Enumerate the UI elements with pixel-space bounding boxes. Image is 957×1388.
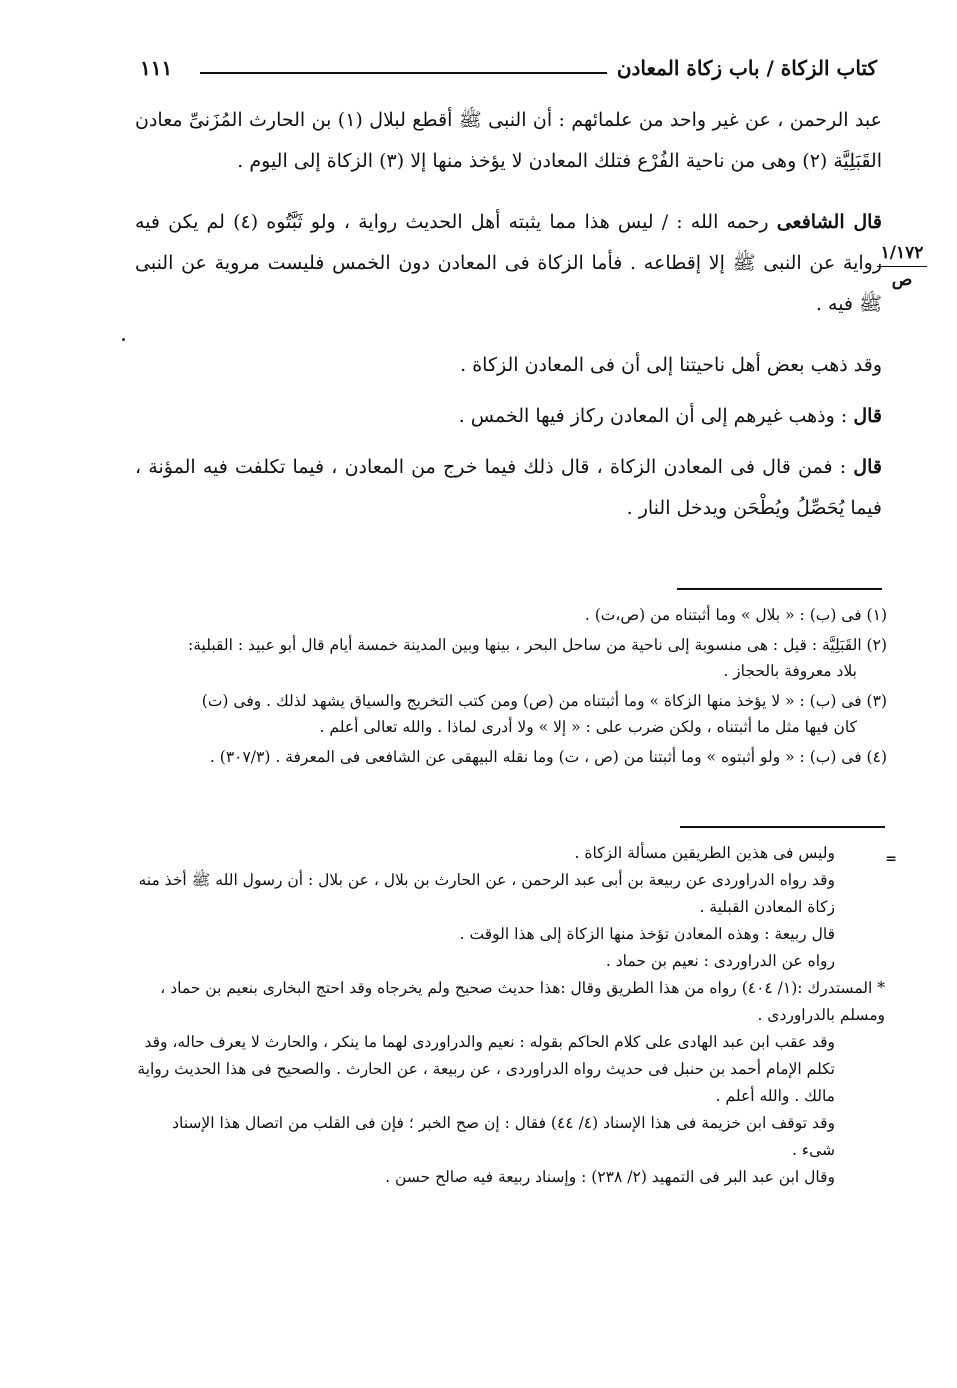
header-rule [200,72,607,74]
main-paragraph-3: وقد ذهب بعض أهل ناحيتنا إلى أن فى المعادن الزكاة . [460,354,882,376]
running-header [140,52,877,88]
footnote-3 [130,688,887,740]
takhrij-line-8: وقال ابن عبد البر فى التمهيد (٢/ ٢٣٨) : وإسناد ربيعة فيه صالح حسن . [385,1168,835,1186]
speaker-label: قال [853,456,882,478]
footnote-separator [677,588,882,590]
takhrij-line-5: * المستدرك :(١/ ٤٠٤) رواه من هذا الطريق وقال :هذا حديث صحيح ولم يخرجاه وقد احتج البخارى بنعيم بن حماد ، ومسلم بالدراوردى . [160,979,885,1024]
margin-ref-folio: ١/١٧٢ [877,240,928,267]
footnote-3-text: (٣) فى (ب) : « لا يؤخذ منها الزكاة » وما أثبتناه من (ص) ومن كتب التخريج والسياق يشهد لذلك . وفى (ت) [201,692,887,710]
paragraph-text: رحمه الله : / ليس هذا مما يثبته أهل الحديث رواية ، ولو ثَبَّتُوه (٤) لم يكن فيه رواية عن النبى ﷺ إلا إقطاعه . فأما الزكاة فى المعادن دون الخمس فليست مروية عن النبى ﷺ فيه . [135,211,882,315]
footnote-1: (١) فى (ب) : « بلال » وما أثبتناه من (ص،ت) . [584,606,887,624]
continuation-mark: = [885,851,897,867]
takhrij-separator [680,826,885,828]
takhrij-line-4: رواه عن الدراوردى : نعيم بن حماد . [605,952,835,970]
margin-ref-siglum: ص [891,270,913,290]
page-number: ١١١ [140,56,173,80]
margin-dot [122,338,125,341]
footnotes [130,602,887,774]
paragraph-text: : فمن قال فى المعادن الزكاة ، قال ذلك فيما خرج من المعادن ، فيما تكلفت فيه المؤنة ، فيما يُحَصِّلُ ويُطْحَن ويدخل النار . [135,456,882,519]
footnote-2-text: (٢) القَبَلِيَّة : قيل : هى منسوبة إلى ناحية من ساحل البحر ، بينها وبين المدينة خمسة أيام قال أبو عبيد : القبلية: [188,636,887,654]
footnote-2 [130,632,887,684]
speaker-label: قال الشافعى [776,211,882,233]
takhrij-line-6: وقد عقب ابن عبد الهادى على كلام الحاكم بقوله : نعيم والدراوردى لهما ما ينكر ، والحارث لا يعرف حاله، وقد تكلم الإمام أحمد بن حنبل فى حديث رواه الدراوردى ، عن ربيعة ، عن الحارث . والصحيح فى هذا الحديث رواية مالك . والله أعلم . [137,1033,835,1105]
main-paragraph-5 [135,447,882,529]
takhrij-line-2: وقد رواه الدراوردى عن ربيعة بن أبى عبد الرحمن ، عن الحارث بن بلال ، عن بلال : أن رسول الله ﷺ أخذ منه زكاة المعادن القبلية . [138,871,835,916]
paragraph-text: : وذهب غيرهم إلى أن المعادن ركاز فيها الخمس . [458,405,848,427]
chapter-title: كتاب الزكاة / باب زكاة المعادن [616,56,877,80]
footnote-3-continuation: كان فيها مثل ما أثبتناه ، ولكن ضرب على : « إلا » ولا أدرى لماذا . والله تعالى أعلم . [319,718,857,736]
main-text [135,100,882,529]
takhrij-notes [135,840,897,1191]
footnote-4: (٤) فى (ب) : « ولو أثبتوه » وما أثبتنا من (ص ، ت) وما نقله البيهقى عن الشافعى فى المعرفة . (٣٠٧/٣) . [209,748,887,766]
footnote-2-continuation: بلاد معروفة بالحجاز . [723,662,857,680]
takhrij-line-1: وليس فى هذين الطريقين مسألة الزكاة . [574,844,835,862]
takhrij-line-3: قال ربيعة : وهذه المعادن تؤخذ منها الزكاة إلى هذا الوقت . [459,925,835,943]
speaker-label: قال [853,405,882,427]
takhrij-line-7: وقد توقف ابن خزيمة فى هذا الإسناد (٤/ ٤٤) فقال : إن صح الخبر ؛ فإن فى القلب من اتصال هذا الإسناد شىء . [172,1114,835,1159]
main-paragraph-4 [135,396,882,437]
main-paragraph-2 [135,202,882,325]
main-paragraph-1: عبد الرحمن ، عن غير واحد من علمائهم : أن النبى ﷺ أقطع لبلال (١) بن الحارث المُزَنىِّ معادن القَبَلِيَّة (٢) وهى من ناحية الفُرْع فتلك المعادن لا يؤخذ منها إلا (٣) الزكاة إلى اليوم . [135,109,882,172]
